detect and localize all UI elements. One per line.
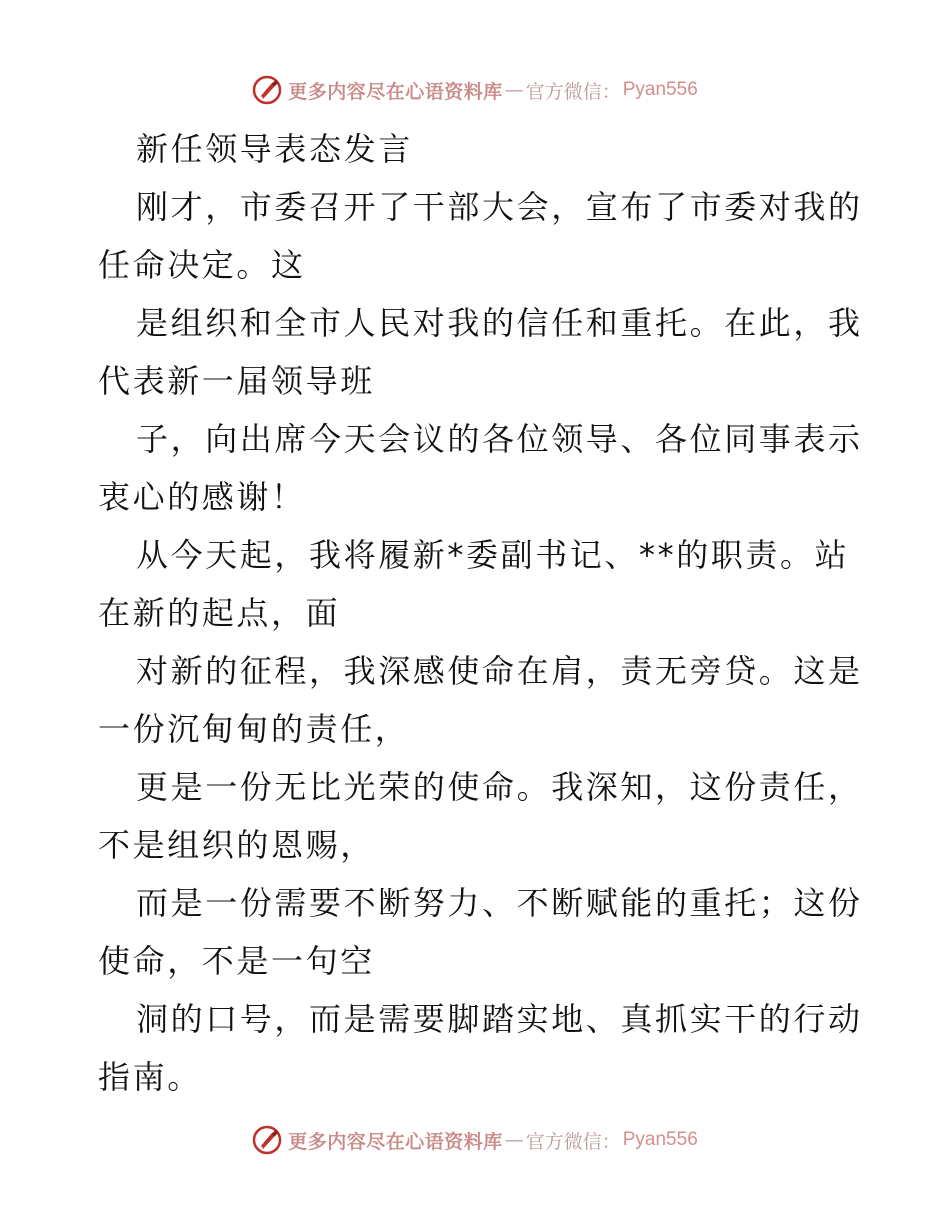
text-line: 刚才，市委召开了干部大会，宣布了市委对我的: [136, 188, 863, 226]
header-watermark-dash: —: [504, 79, 524, 101]
footer-watermark-wechat-id: Pyan556: [622, 1129, 698, 1150]
header-watermark-text: 更多内容尽在心语资料库: [288, 80, 503, 103]
footer-watermark-text: 更多内容尽在心语资料库: [288, 1130, 503, 1153]
text-line: 更是一份无比光荣的使命。我深知，这份责任，: [136, 768, 863, 806]
text-line: 使命，不是一句空: [98, 942, 375, 980]
text-line: 子，向出席今天会议的各位领导、各位同事表示: [136, 420, 863, 458]
text-line: 代表新一届领导班: [98, 362, 375, 400]
text-line: 从今天起，我将履新*委副书记、**的职责。站: [136, 536, 850, 574]
text-line: 洞的口号，而是需要脚踏实地、真抓实干的行动: [136, 1000, 863, 1038]
text-line: 任命决定。这: [98, 246, 306, 284]
text-line: 是组织和全市人民对我的信任和重托。在此，我: [136, 304, 863, 342]
document-title: 新任领导表态发言: [136, 130, 413, 168]
pen-logo-icon: [252, 75, 282, 105]
header-watermark-wechat-label: 官方微信：: [525, 80, 621, 103]
footer-watermark-dash: —: [504, 1129, 524, 1151]
footer-watermark: [0, 1120, 950, 1160]
header-watermark-wechat-id: Pyan556: [622, 79, 698, 100]
text-line: 对新的征程，我深感使命在肩，责无旁贷。这是: [136, 652, 863, 690]
header-watermark: [0, 70, 950, 110]
text-line: 指南。: [98, 1058, 202, 1096]
text-line: 一份沉甸甸的责任，: [98, 710, 410, 748]
text-line: 在新的起点，面: [98, 594, 341, 632]
text-line: 不是组织的恩赐，: [98, 826, 375, 864]
pen-logo-icon: [252, 1125, 282, 1155]
footer-watermark-wechat-label: 官方微信：: [525, 1130, 621, 1153]
document-body: [98, 120, 863, 1106]
text-line: 而是一份需要不断努力、不断赋能的重托；这份: [136, 884, 863, 922]
text-line: 衷心的感谢！: [98, 478, 306, 516]
